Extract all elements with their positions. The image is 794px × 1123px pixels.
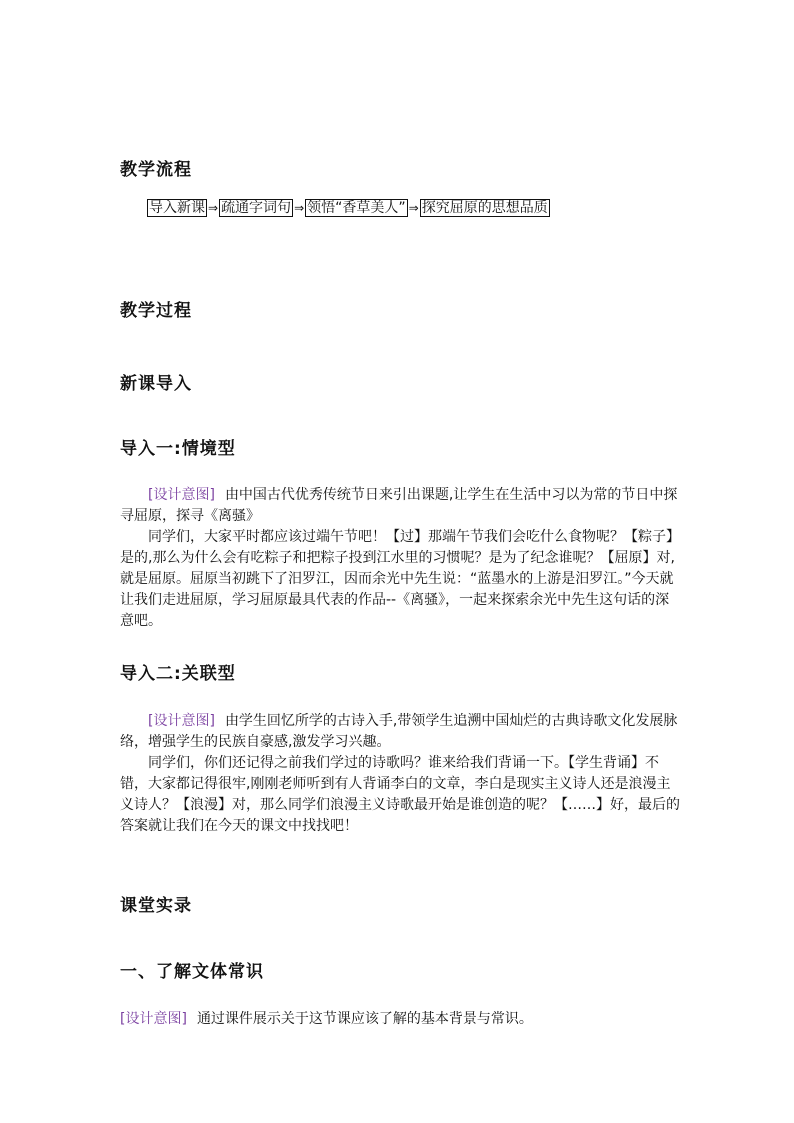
section1-intent-text: 通过课件展示关于这节课应该了解的基本背景与常识。 xyxy=(196,1011,533,1027)
section1-title: 一、了解文体常识 xyxy=(120,962,264,982)
intro2-intent-text: 由学生回忆所学的古诗入手,带领学生追溯中国灿烂的古典诗歌文化发展脉络，增强学生的民族自豪感,激发学习兴趣。 xyxy=(120,713,678,750)
record-title: 课堂实录 xyxy=(120,896,192,916)
flow-step: 探究屈原的思想品质 xyxy=(421,200,548,216)
intro2-body: 同学们，你们还记得之前我们学过的诗歌吗？谁来给我们背诵一下。【学生背诵】不错，大家都记得很牢,刚刚老师听到有人背诵李白的文章，李白是现实主义诗人还是浪漫主义诗人？【浪漫】对，那么同学们浪漫主义诗歌最开始是谁创造的呢？【……】好，最后的答案就让我们在今天的课文中找找吧！ xyxy=(120,755,680,834)
process-title: 教学过程 xyxy=(120,301,192,321)
flow-step: 领悟“香草美人” xyxy=(307,200,406,216)
intro1-title: 导入一:情境型 xyxy=(120,439,236,459)
flow-step: 疏通字词句 xyxy=(221,200,292,216)
flow-arrow-icon: ⇒ xyxy=(294,201,305,215)
intro-title: 新课导入 xyxy=(120,374,192,394)
intro1-body: 同学们，大家平时都应该过端午节吧！【过】那端午节我们会吃什么食物呢？【粽子】是的,那么为什么会有吃粽子和把粽子投到江水里的习惯呢？是为了纪念谁呢？【屈原】对,就是屈原。屈原当初跳下了汨罗江，因而余光中先生说：“蓝墨水的上游是汨罗江。”今天就让我们走进屈原，学习屈原最具代表的作品--《离骚》，一起来探索余光中先生这句话的深意吧。 xyxy=(120,529,680,629)
intro2-intent xyxy=(120,711,680,753)
design-intent-tag: [设计意图] xyxy=(148,713,215,729)
intro1-intent-text: 由中国古代优秀传统节日来引出课题,让学生在生活中习以为常的节日中探寻屈原，探寻《离骚》 xyxy=(120,487,678,524)
intro2-title: 导入二:关联型 xyxy=(120,664,236,684)
section1-intent xyxy=(120,1009,680,1030)
flow-step: 导入新课 xyxy=(149,200,205,216)
teaching-flow xyxy=(147,199,550,217)
flow-arrow-icon: ⇒ xyxy=(208,201,219,215)
design-intent-tag: [设计意图] xyxy=(120,1011,187,1027)
flow-title: 教学流程 xyxy=(120,160,192,180)
intro1-intent xyxy=(120,485,680,527)
design-intent-tag: [设计意图] xyxy=(148,487,215,503)
flow-arrow-icon: ⇒ xyxy=(408,201,419,215)
